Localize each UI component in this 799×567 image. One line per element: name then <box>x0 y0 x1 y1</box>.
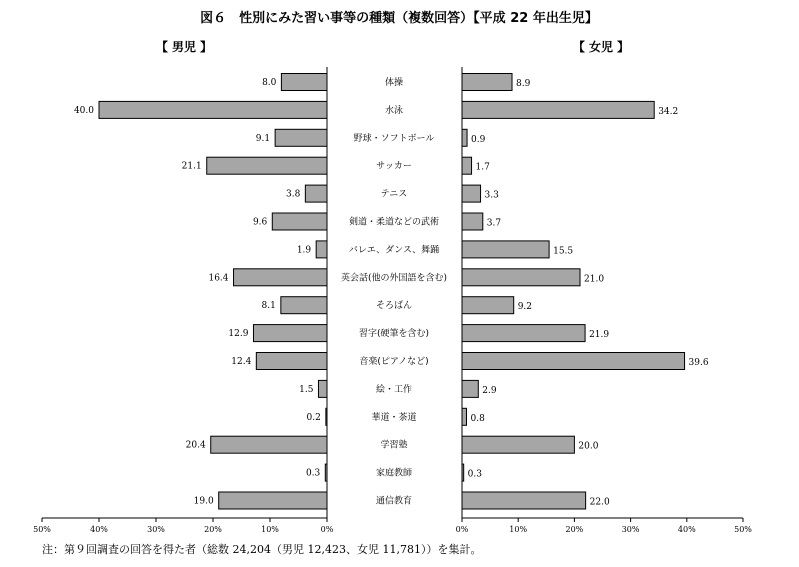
category-label: 英会話(他の外国語を含む) <box>340 273 448 284</box>
bar-boys <box>305 185 327 202</box>
bar-girls <box>462 213 483 230</box>
category-label: 絵・工作 <box>375 384 413 395</box>
value-label-boys: 12.4 <box>231 357 252 367</box>
bar-girls <box>462 380 478 397</box>
bar-girls <box>462 408 466 425</box>
value-label-girls: 15.5 <box>553 246 574 257</box>
category-label: バレエ、ダンス、舞踊 <box>348 245 440 256</box>
value-label-boys: 40.0 <box>73 105 94 116</box>
chart-title: 図６ 性別にみた習い事等の種類（複数回答）【平成 22 年出生児】 <box>200 11 598 26</box>
right-tick-label: 20% <box>565 525 584 534</box>
bar-girls <box>462 492 586 509</box>
bar-boys <box>253 325 327 342</box>
bar-boys <box>256 353 327 370</box>
value-label-boys: 20.4 <box>185 440 206 451</box>
value-label-girls: 39.6 <box>688 358 709 368</box>
bar-girls <box>462 269 580 286</box>
category-label: 水泳 <box>384 105 404 116</box>
value-label-boys: 1.5 <box>299 384 314 395</box>
category-label: 習字(硬筆を含む) <box>358 329 430 340</box>
value-label-girls: 20.0 <box>578 441 599 452</box>
left-tick-label: 50% <box>33 525 51 534</box>
value-label-girls: 21.9 <box>589 330 610 341</box>
value-label-girls: 1.7 <box>475 162 490 173</box>
bar-boys <box>211 436 327 453</box>
bar-girls <box>462 325 585 342</box>
bar-boys <box>326 408 327 425</box>
value-label-boys: 1.9 <box>296 245 312 256</box>
bar-boys <box>207 157 327 174</box>
category-label: そろばん <box>375 301 413 312</box>
category-label: 家庭教師 <box>375 468 413 479</box>
right-tick-label: 0% <box>455 525 469 534</box>
value-label-girls: 22.0 <box>589 497 610 508</box>
value-label-boys: 9.6 <box>252 217 268 228</box>
bar-boys <box>281 297 327 314</box>
value-label-girls: 21.0 <box>584 274 605 285</box>
left-tick-label: 0% <box>320 525 334 534</box>
left-tick-label: 10% <box>261 525 279 534</box>
category-label: 音楽(ピアノなど) <box>359 357 429 367</box>
value-label-boys: 0.2 <box>306 412 321 423</box>
value-label-girls: 9.2 <box>517 302 533 313</box>
left-header: 【 男児 】 <box>155 40 213 54</box>
category-label: サッカー <box>376 161 412 172</box>
value-label-boys: 21.1 <box>181 161 202 172</box>
bar-girls <box>462 297 514 314</box>
category-label: 野球・ソフトボール <box>353 133 435 144</box>
value-label-girls: 0.8 <box>470 413 485 424</box>
bar-girls <box>462 101 654 118</box>
value-label-girls: 8.9 <box>516 79 531 89</box>
category-label: テニス <box>380 189 408 200</box>
bar-girls <box>462 464 464 481</box>
value-label-boys: 12.9 <box>228 329 249 340</box>
bar-boys <box>219 492 327 509</box>
category-label: 華道・茶道 <box>371 412 417 423</box>
value-label-girls: 0.3 <box>467 469 483 480</box>
value-label-girls: 2.9 <box>482 385 497 396</box>
right-tick-label: 50% <box>734 525 752 534</box>
value-label-boys: 3.8 <box>286 189 301 200</box>
value-label-boys: 9.1 <box>255 133 271 144</box>
value-label-girls: 34.2 <box>658 106 679 117</box>
bar-boys <box>318 380 327 397</box>
category-label: 通信教育 <box>375 496 413 507</box>
bar-girls <box>462 157 472 174</box>
bar-girls <box>462 241 549 258</box>
bar-boys <box>234 269 327 286</box>
bar-boys <box>99 101 327 118</box>
value-label-boys: 8.1 <box>261 301 276 312</box>
bar-boys <box>272 213 327 230</box>
bar-girls <box>462 436 574 453</box>
value-label-boys: 0.3 <box>305 468 321 479</box>
right-tick-label: 10% <box>509 525 528 534</box>
bar-girls <box>462 353 685 370</box>
footnote: 注：第９回調査の回答を得た者（総数 24,204（男児 12,423、女児 11,781））を集計。 <box>42 543 482 556</box>
bar-boys <box>325 464 327 481</box>
right-header: 【 女児 】 <box>572 40 630 54</box>
value-label-girls: 3.7 <box>486 218 502 229</box>
category-label: 学習塾 <box>380 440 408 451</box>
left-tick-label: 40% <box>90 525 108 534</box>
bar-girls <box>462 185 481 202</box>
bar-boys <box>275 129 327 146</box>
value-label-girls: 3.3 <box>484 190 499 201</box>
right-tick-label: 40% <box>677 525 696 534</box>
bar-boys <box>316 241 327 258</box>
value-label-girls: 0.9 <box>471 134 486 145</box>
value-label-boys: 19.0 <box>193 496 214 507</box>
value-label-boys: 16.4 <box>208 273 229 284</box>
right-tick-label: 30% <box>621 525 640 534</box>
left-tick-label: 30% <box>147 525 165 534</box>
category-label: 剣道・柔道などの武術 <box>348 217 440 228</box>
bar-boys <box>281 74 327 91</box>
bar-girls <box>462 74 512 91</box>
left-tick-label: 20% <box>204 525 222 534</box>
bar-girls <box>462 129 467 146</box>
category-label: 体操 <box>384 78 404 88</box>
value-label-boys: 8.0 <box>262 78 277 88</box>
